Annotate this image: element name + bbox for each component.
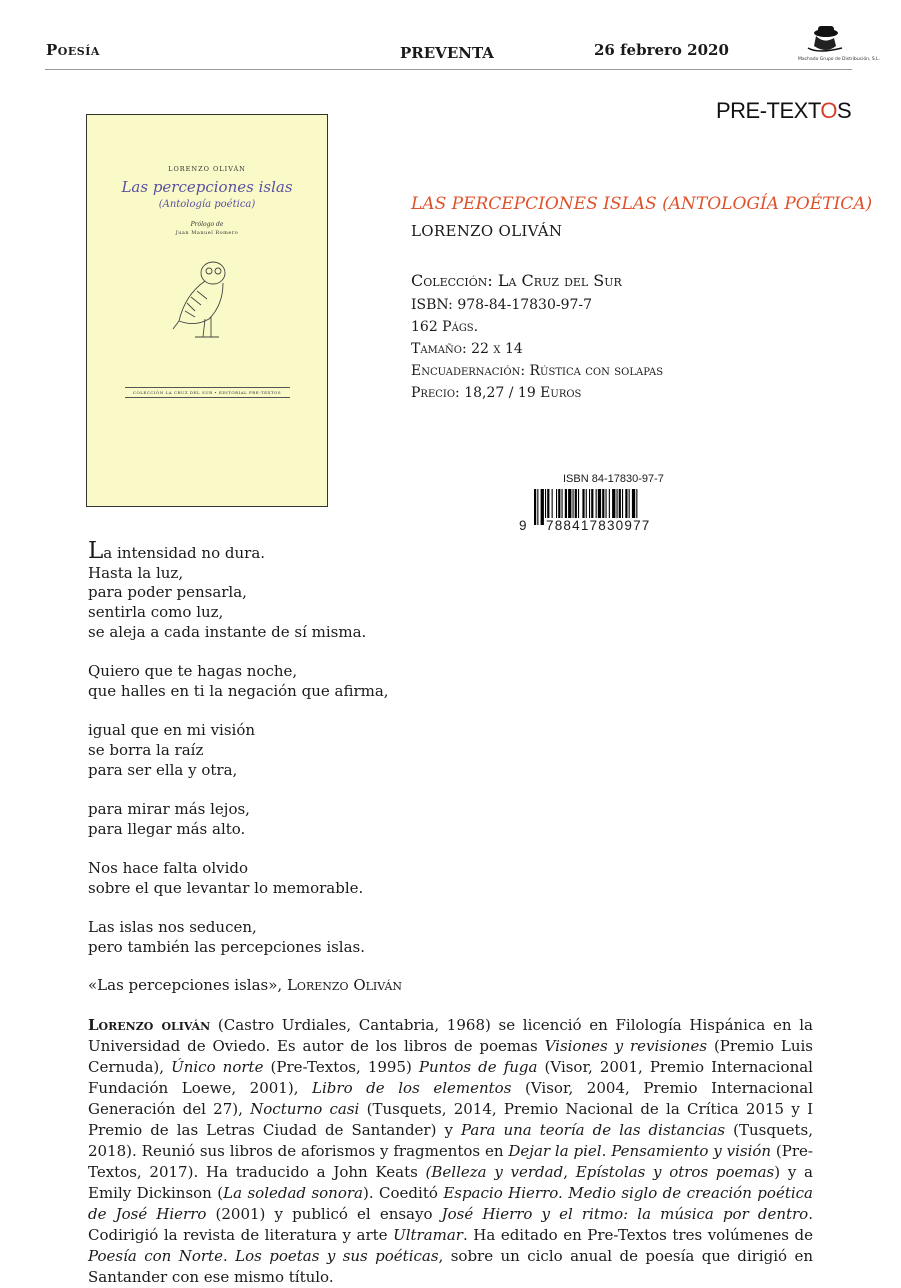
poem-line: sobre el que levantar lo memorable. (88, 878, 364, 897)
distributor-logo (798, 24, 881, 64)
cover-footer: COLECCIÓN LA CRUZ DEL SUR • EDITORIAL PRE-TEXTOS (132, 390, 282, 395)
cover-rule-top (125, 387, 290, 388)
header-category: Poesía (46, 41, 100, 59)
poem-citation: «Las percepciones islas», Lorenzo Oliván (88, 976, 403, 994)
book-collection: Colección: La Cruz del Sur (411, 271, 622, 290)
barcode-bar (534, 489, 536, 525)
poem-line: a intensidad no dura. (103, 544, 266, 562)
cover-subtitle: (Antología poética) (158, 199, 256, 210)
book-isbn: ISBN: 978-84-17830-97-7 (411, 297, 593, 313)
book-author: LORENZO OLIVÁN (411, 222, 563, 240)
distributor-caption: Machado Grupo de Distribución, S.L. (798, 57, 881, 62)
cover-prologue-author: Juan Manuel Romero (175, 230, 239, 236)
hat-figure-icon (798, 24, 852, 56)
poem-line: Hasta la luz, (88, 563, 184, 582)
barcode-first-digit: 9 (519, 518, 528, 533)
owl-illustration-icon (165, 255, 245, 347)
publisher-logo: PRE-TEXTOS (716, 98, 852, 123)
poem-line: para poder pensarla, (88, 583, 247, 602)
book-metadata (411, 268, 663, 404)
poem-stanza (88, 800, 528, 839)
poem-line: pero también las percepciones islas. (88, 937, 366, 956)
poem-stanza (88, 918, 528, 957)
poem-stanza (88, 721, 528, 780)
poem-line: para ser ella y otra, (88, 760, 238, 779)
poem-line: se aleja a cada instante de sí misma. (88, 622, 367, 641)
barcode-bar (537, 489, 538, 525)
barcode-bar (541, 489, 544, 525)
poem-dropcap: L (88, 538, 104, 564)
cover-rule-bottom (125, 397, 290, 398)
header-status: PREVENTA (400, 44, 494, 62)
poem (88, 538, 528, 977)
book-title: LAS PERCEPCIONES ISLAS (ANTOLOGÍA POÉTICA) (411, 194, 873, 214)
poem-line: Quiero que te hagas noche, (88, 662, 298, 681)
cover-title: Las percepciones islas (121, 178, 293, 196)
book-price: Precio: 18,27 / 19 Euros (411, 385, 582, 401)
book-cover (86, 114, 328, 507)
poem-stanza (88, 662, 528, 701)
poem-line: sentirla como luz, (88, 603, 224, 622)
author-bio: Lorenzo oliván (Castro Urdiales, Cantabria, 1968) se licenció en Filología Hispánica en la Universidad de Oviedo. Es autor de los libros de poemas Visiones y revisiones (Premio Luis Cernuda), Único norte (Pre-Textos, 1995) Puntos de fuga (Visor, 2001, Premio Internacional Fundación Loewe, 2001), Libro de los elementos (Visor, 2004, Premio Internacional Generación del 27), Nocturno casi (Tusquets, 2014, Premio Nacional de la Crítica 2015 y I Premio de las Letras Ciudad de Santander) y Para una teoría de las distancias (Tusquets, 2018). Reunió sus libros de aforismos y fragmentos en Dejar la piel. Pensamiento y visión (Pre-Textos, 2017). Ha traducido a John Keats (Belleza y verdad, Epístolas y otros poemas) y a Emily Dickinson (La soledad sonora). Coeditó Espacio Hierro. Medio siglo de creación poética de José Hierro (2001) y publicó el ensayo José Hierro y el ritmo: la música por dentro. Codirigió la revista de literatura y arte Ultramar. Ha editado en Pre-Textos tres volúmenes de Poesía con Norte. Los poetas y sus poéticas, sobre un ciclo anual de poesía que dirigió en Santander con ese mismo título. (88, 1016, 813, 1286)
book-pages: 162 Págs. (411, 319, 479, 335)
cover-prologue: Prólogo de (190, 221, 224, 228)
barcode-isbn-label: ISBN 84-17830-97-7 (563, 473, 664, 485)
poem-line: igual que en mi visión (88, 721, 256, 740)
poem-line: para llegar más alto. (88, 819, 246, 838)
poem-line: Las islas nos seducen, (88, 918, 257, 937)
poem-stanza (88, 859, 528, 898)
header-date: 26 febrero 2020 (594, 41, 729, 59)
poem-stanza (88, 538, 528, 643)
header-divider (45, 69, 852, 70)
poem-line: se borra la raíz (88, 741, 204, 759)
book-size: Tamaño: 22 x 14 (411, 341, 523, 357)
barcode-digits: 788417830977 (546, 518, 651, 533)
poem-line: para mirar más lejos, (88, 800, 250, 819)
book-binding: Encuadernación: Rústica con solapas (411, 363, 664, 379)
poem-line: Nos hace falta olvido (88, 859, 249, 878)
poem-line: que halles en ti la negación que afirma, (88, 681, 389, 700)
cover-author: LORENZO OLIVÁN (168, 165, 246, 173)
